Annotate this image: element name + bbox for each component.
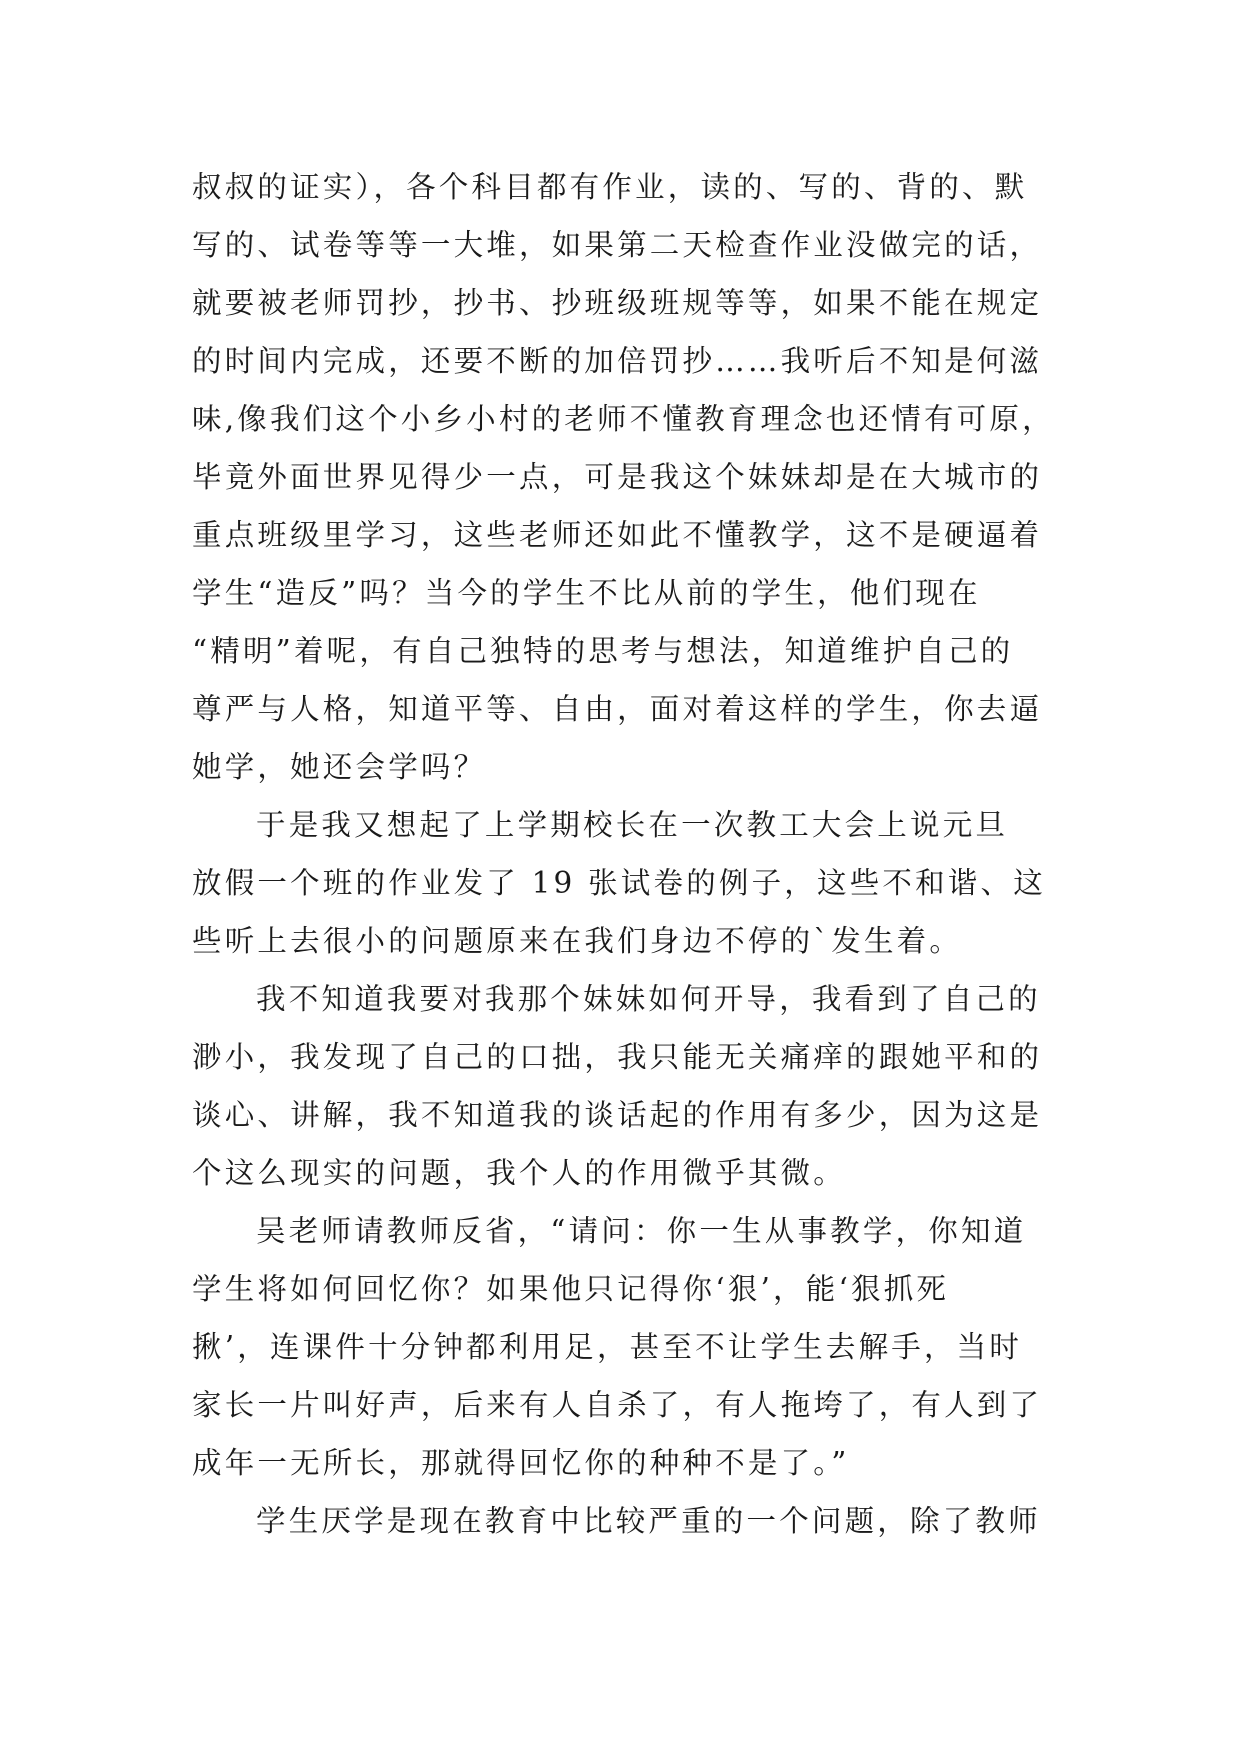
text-line: 毕竟外面世界见得少一点，可是我这个妹妹却是在大城市的 <box>192 460 1043 494</box>
paragraph-first-line: 于是我又想起了上学期校长在一次教工大会上说元旦 <box>256 808 1009 842</box>
text-line: 放假一个班的作业发了 19 张试卷的例子，这些不和谐、这 <box>192 866 1046 900</box>
text-line: 就要被老师罚抄，抄书、抄班级班规等等，如果不能在规定 <box>192 286 1043 320</box>
text-line: 味,像我们这个小乡小村的老师不懂教育理念也还情有可原， <box>192 402 1055 436</box>
text-line: 重点班级里学习，这些老师还如此不懂教学，这不是硬逼着 <box>192 518 1043 552</box>
text-line: “精明”着呢，有自己独特的思考与想法，知道维护自己的 <box>192 634 1014 668</box>
text-line: 学生将如何回忆你？如果他只记得你‘狠’，能‘狠抓死 <box>192 1272 950 1306</box>
paragraph-first-line: 吴老师请教师反省，“请问：你一生从事教学，你知道 <box>256 1214 1027 1248</box>
text-line: 个这么现实的问题，我个人的作用微乎其微。 <box>192 1156 847 1190</box>
paragraph-first-line: 学生厌学是现在教育中比较严重的一个问题，除了教师 <box>256 1504 1041 1538</box>
text-line: 揪’，连课件十分钟都利用足，甚至不让学生去解手，当时 <box>192 1330 1023 1364</box>
text-line: 学生“造反”吗？当今的学生不比从前的学生，他们现在 <box>192 576 981 610</box>
text-line: 成年一无所长，那就得回忆你的种种不是了。” <box>192 1446 850 1480</box>
text-line: 谈心、讲解，我不知道我的谈话起的作用有多少，因为这是 <box>192 1098 1043 1132</box>
text-line: 渺小，我发现了自己的口拙，我只能无关痛痒的跟她平和的 <box>192 1040 1043 1074</box>
text-line: 家长一片叫好声，后来有人自杀了，有人拖垮了，有人到了 <box>192 1388 1043 1422</box>
paragraph-first-line: 我不知道我要对我那个妹妹如何开导，我看到了自己的 <box>256 982 1041 1016</box>
text-line: 些听上去很小的问题原来在我们身边不停的`发生着。 <box>192 924 963 958</box>
text-line: 写的、试卷等等一大堆，如果第二天检查作业没做完的话， <box>192 228 1043 262</box>
text-line: 的时间内完成，还要不断的加倍罚抄……我听后不知是何滋 <box>192 344 1043 378</box>
text-line: 她学，她还会学吗？ <box>192 750 487 784</box>
text-line: 叔叔的证实），各个科目都有作业，读的、写的、背的、默 <box>192 170 1028 204</box>
text-line: 尊严与人格，知道平等、自由，面对着这样的学生，你去逼 <box>192 692 1043 726</box>
body-text <box>192 158 1055 1550</box>
